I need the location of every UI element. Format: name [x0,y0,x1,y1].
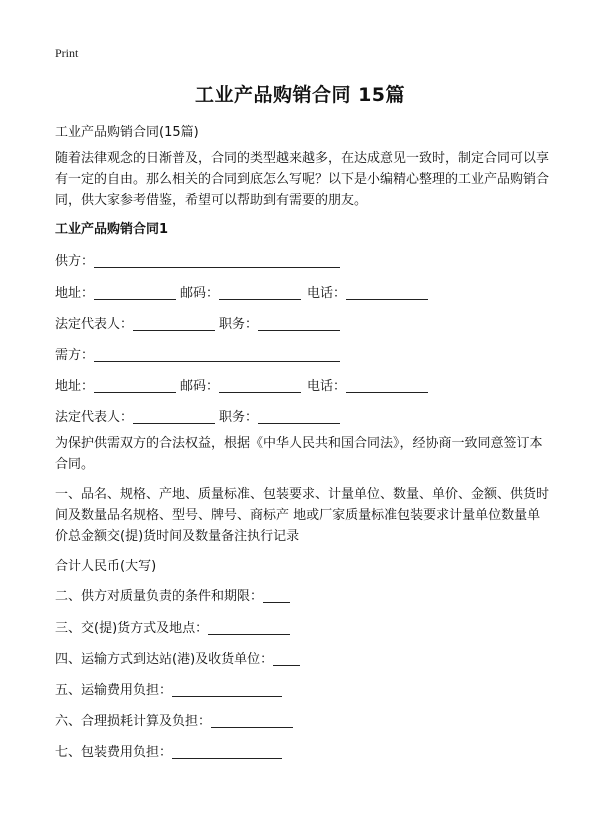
position-blank [258,409,340,424]
postcode-blank [219,285,301,300]
clause-5-blank [172,682,282,697]
clause-7-row [55,741,282,760]
supplier-blank [94,253,340,268]
phone-label: 电话： [307,379,347,394]
clause-2-blank [263,588,290,603]
supplier-label: 供方： [55,254,95,269]
phone-blank [346,285,428,300]
buyer-label: 需方： [55,348,95,363]
document-title: 工业产品购销合同 15篇 [194,84,406,106]
supplier-legal-rep-row [55,313,340,332]
total-amount-label: 合计人民币(大写) [55,559,157,574]
buyer-legal-rep-row [55,406,340,425]
address-label: 地址： [55,286,95,301]
address-label: 地址： [55,379,95,394]
legal-rep-blank [133,409,215,424]
clause-2: 二、供方对质量负责的条件和期限： [55,589,264,604]
clause-4-blank [273,651,300,666]
phone-label: 电话： [307,286,347,301]
phone-blank [346,378,428,393]
buyer-address-row [55,375,428,394]
buyer-row [55,344,340,363]
position-blank [258,316,340,331]
clause-6-row [55,710,293,729]
position-label: 职务： [219,317,259,332]
legal-rep-label: 法定代表人： [55,317,134,332]
clause-6-blank [211,713,293,728]
clause-5: 五、运输费用负担： [55,683,173,698]
clause-4: 四、运输方式到达站(港)及收货单位： [55,652,274,667]
clause-1: 一、品名、规格、产地、质量标准、包装要求、计量单位、数量、单价、金额、供货时间及数量品名规格、型号、牌号、商标产 地或厂家质量标准包装要求计量单位数量单价总金额交(提)货时间及数量备注执行记录 [55,487,550,544]
postcode-label: 邮码： [180,379,220,394]
buyer-blank [94,347,340,362]
address-blank [94,378,176,393]
legal-rep-label: 法定代表人： [55,410,134,425]
clause-4-row [55,648,300,667]
legal-rep-blank [133,316,215,331]
clause-5-row [55,679,282,698]
clause-7: 七、包装费用负担： [55,745,173,760]
clause-3-blank [208,620,290,635]
clause-3-row [55,617,290,636]
print-link[interactable]: Print [55,46,79,60]
section-heading: 工业产品购销合同1 [55,222,169,237]
postcode-blank [219,378,301,393]
clause-6: 六、合理损耗计算及负担： [55,714,212,729]
preamble-paragraph: 为保护供需双方的合法权益，根据《中华人民共和国合同法》，经协商一致同意签订本合同。 [55,436,543,472]
clause-3: 三、交(提)货方式及地点： [55,621,209,636]
document-subtitle: 工业产品购销合同(15篇) [55,125,199,140]
address-blank [94,285,176,300]
supplier-address-row [55,282,428,301]
postcode-label: 邮码： [180,286,220,301]
supplier-row [55,250,340,269]
clause-2-row [55,585,290,604]
intro-paragraph: 随着法律观念的日渐普及，合同的类型越来越多，在达成意见一致时，制定合同可以享有一定的自由。那么相关的合同到底怎么写呢？以下是小编精心整理的工业产品购销合同，供大家参考借鉴，希望可以帮助到有需要的朋友。 [55,151,550,208]
position-label: 职务： [219,410,259,425]
clause-7-blank [172,744,282,759]
